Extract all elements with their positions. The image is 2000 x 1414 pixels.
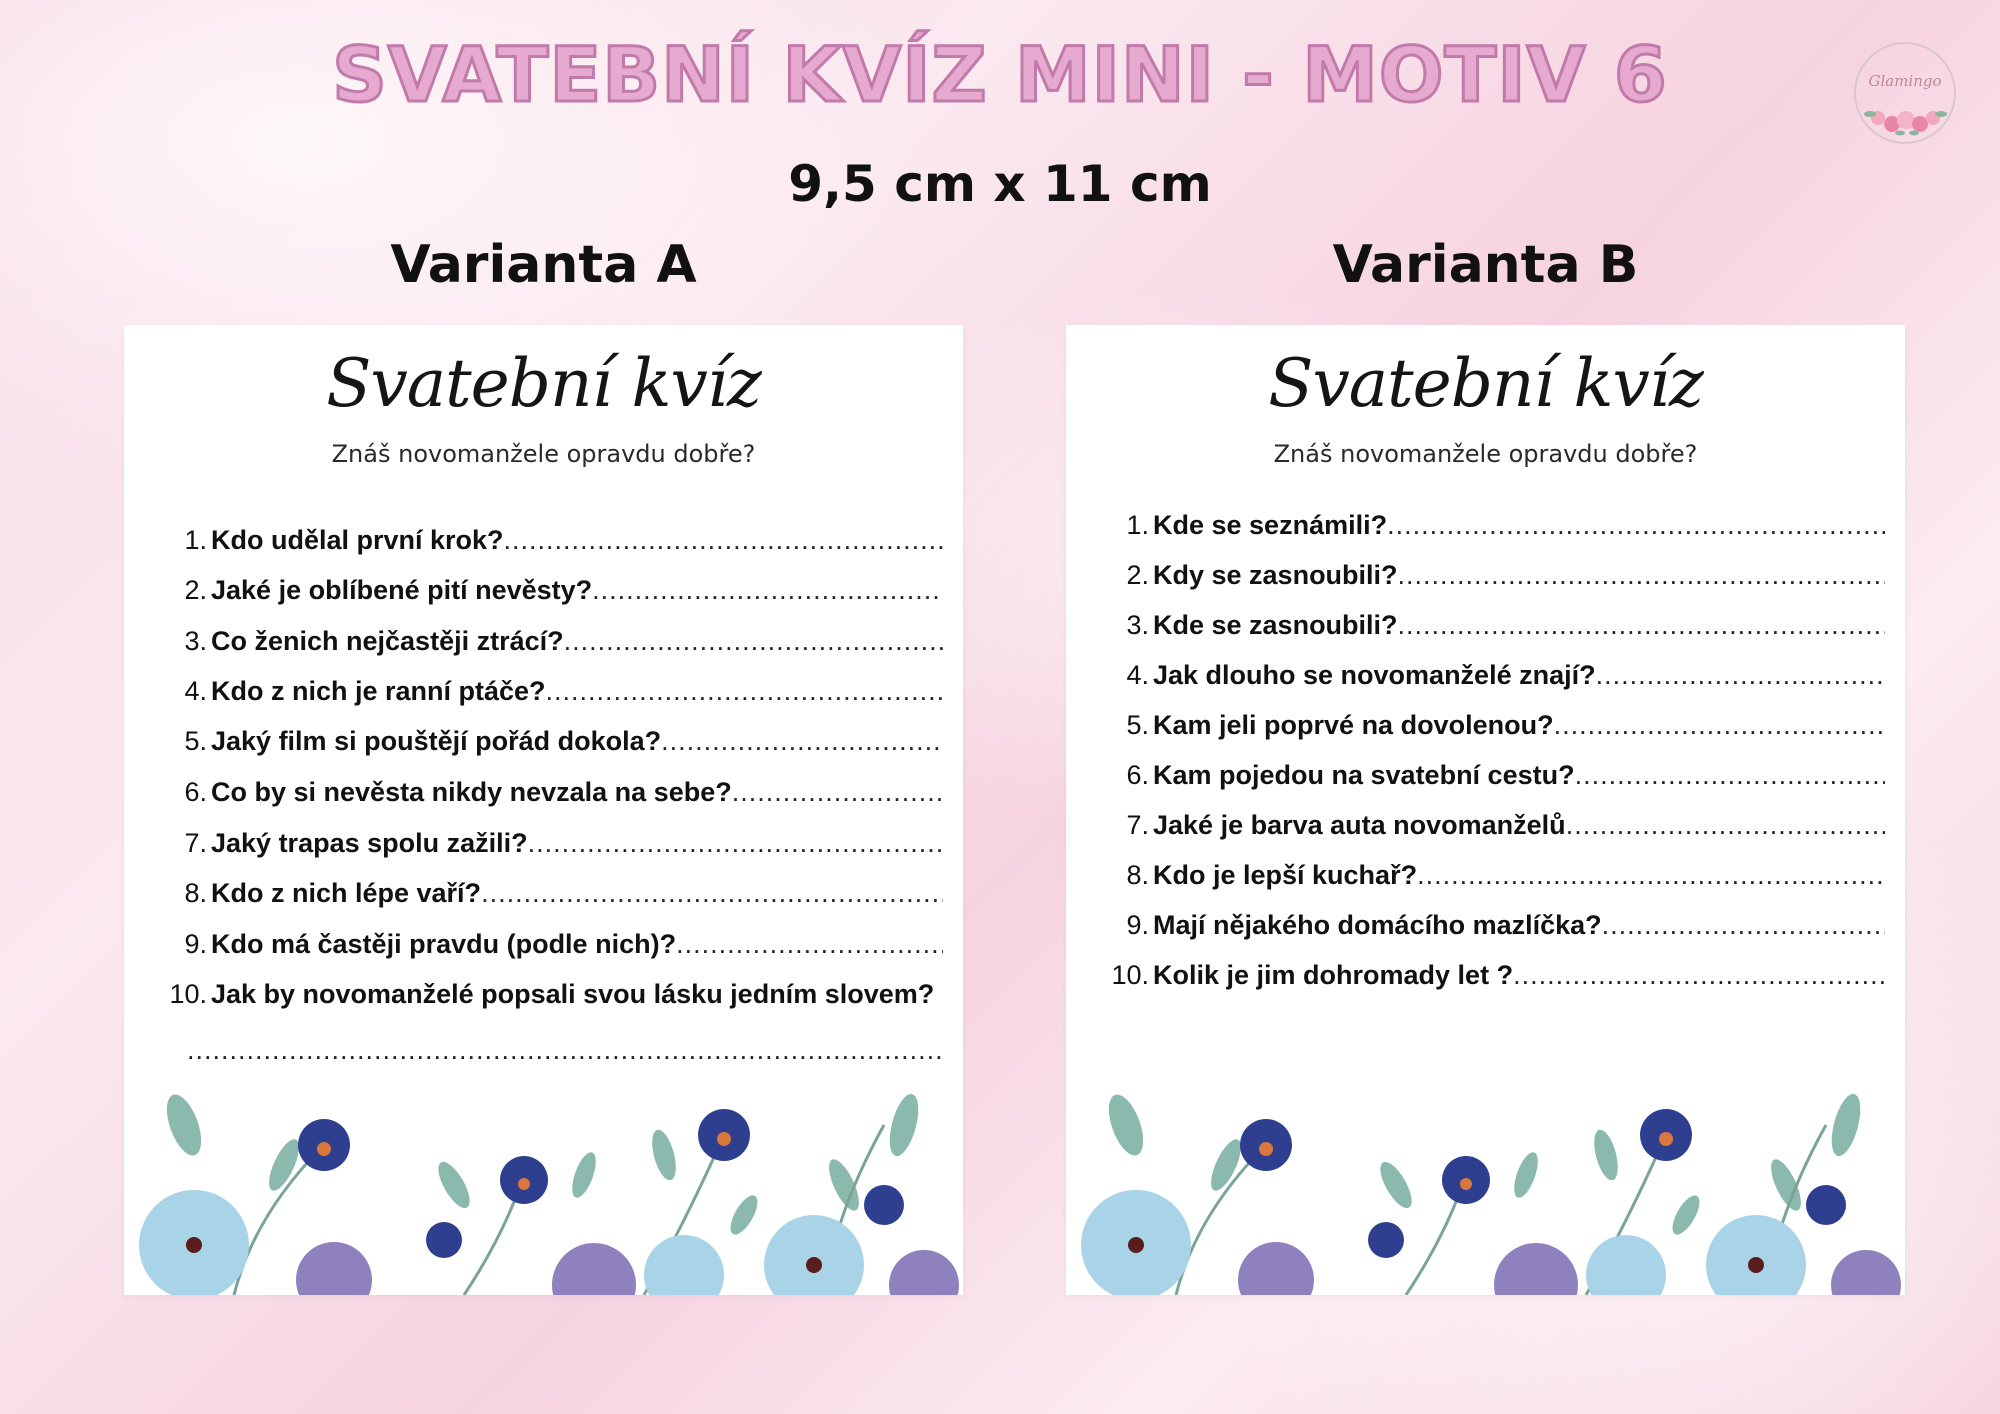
answer-dots [1398, 560, 1885, 591]
answer-dots [1398, 610, 1885, 641]
answer-dots [187, 1035, 943, 1065]
svg-text:Glamingo: Glamingo [1868, 72, 1942, 90]
question-item [144, 626, 943, 666]
question-number: 8. [184, 878, 207, 908]
answer-dots [504, 525, 943, 556]
glamingo-logo [1850, 38, 1960, 148]
question-text: Kam pojedou na svatební cestu? [1153, 760, 1575, 790]
question-item [1086, 560, 1885, 600]
answer-dots [1602, 910, 1885, 941]
question-number: 3. [1126, 610, 1149, 640]
question-item [144, 929, 943, 969]
question-number: 9. [184, 929, 207, 959]
question-number: 6. [184, 777, 207, 807]
answer-dots [732, 777, 943, 808]
question-text: Kdo z nich lépe vaří? [211, 878, 482, 908]
question-number: 4. [1126, 660, 1149, 690]
question-number: 9. [1126, 910, 1149, 940]
card-subtitle: Znáš novomanžele opravdu dobře? [1273, 440, 1698, 468]
question-text: Kde se zasnoubili? [1153, 610, 1398, 640]
question-item [1086, 860, 1885, 900]
question-number: 1. [1126, 510, 1149, 540]
question-item [144, 676, 943, 716]
question-text: Jak by novomanželé popsali svou lásku jedním slovem? [211, 979, 935, 1009]
question-text: Jaký film si pouštějí pořád dokola? [211, 726, 662, 756]
answer-dots [528, 828, 943, 859]
question-number: 2. [1126, 560, 1149, 590]
question-number: 1. [184, 525, 207, 555]
flower-border-illustration [124, 1065, 963, 1295]
question-number: 5. [1126, 710, 1149, 740]
question-text: Mají nějakého domácího mazlíčka? [1153, 910, 1602, 940]
question-item [144, 828, 943, 868]
question-text: Kam jeli poprvé na dovolenou? [1153, 710, 1554, 740]
question-number: 4. [184, 676, 207, 706]
answer-dots [1575, 760, 1885, 791]
question-item [1086, 660, 1885, 700]
answer-dots [1417, 860, 1885, 891]
question-number: 8. [1126, 860, 1149, 890]
quiz-card-a [124, 325, 963, 1295]
question-number: 2. [184, 575, 207, 605]
answer-dots [1566, 810, 1885, 841]
question-item [1086, 610, 1885, 650]
question-item [1086, 760, 1885, 800]
flower-border-illustration [1066, 1065, 1905, 1295]
answer-dots [481, 878, 943, 909]
question-text: Kdo udělal první krok? [211, 525, 504, 555]
answer-dots [592, 575, 943, 606]
question-number: 10. [169, 979, 207, 1009]
answer-dots [564, 626, 943, 657]
question-item [144, 979, 943, 1019]
answer-dots [1596, 660, 1885, 691]
question-item [1086, 510, 1885, 550]
answer-dots [546, 676, 943, 707]
question-number: 5. [184, 726, 207, 756]
question-item [1086, 910, 1885, 950]
question-text: Kdy se zasnoubili? [1153, 560, 1398, 590]
answer-dots [1554, 710, 1885, 741]
question-item [144, 525, 943, 565]
question-item [1086, 810, 1885, 850]
question-item [144, 878, 943, 918]
answer-dots [1387, 510, 1885, 541]
question-item [144, 575, 943, 615]
question-text: Jaké je barva auta novomanželů [1153, 810, 1566, 840]
question-text: Jaké je oblíbené pití nevěsty? [211, 575, 593, 605]
question-number: 10. [1111, 960, 1149, 990]
card-title: Svatební kvíz [1268, 345, 1703, 422]
question-text: Kde se seznámili? [1153, 510, 1388, 540]
question-text: Kdo je lepší kuchař? [1153, 860, 1418, 890]
question-number: 6. [1126, 760, 1149, 790]
question-number: 3. [184, 626, 207, 656]
quiz-card-b [1066, 325, 1905, 1295]
question-text: Jaký trapas spolu zažili? [211, 828, 528, 858]
variant-a-title: Varianta A [390, 235, 697, 295]
answer-dots [661, 726, 943, 757]
question-item [144, 777, 943, 817]
question-number: 7. [184, 828, 207, 858]
question-text: Kolik je jim dohromady let ? [1153, 960, 1514, 990]
answer-dots [1513, 960, 1885, 991]
answer-dots [676, 929, 943, 960]
variant-b-title: Varianta B [1332, 235, 1639, 295]
question-item [1086, 710, 1885, 750]
question-number: 7. [1126, 810, 1149, 840]
question-text: Kdo má častěji pravdu (podle nich)? [211, 929, 677, 959]
question-text: Jak dlouho se novomanželé znají? [1153, 660, 1596, 690]
size-label: 9,5 cm x 11 cm [788, 155, 1212, 213]
question-text: Co by si nevěsta nikdy nevzala na sebe? [211, 777, 732, 807]
question-item [144, 726, 943, 766]
question-text: Co ženich nejčastěji ztrácí? [211, 626, 564, 656]
card-subtitle: Znáš novomanžele opravdu dobře? [331, 440, 756, 468]
main-title: SVATEBNÍ KVÍZ MINI - MOTIV 6 [332, 30, 1668, 119]
question-text: Kdo z nich je ranní ptáče? [211, 676, 546, 706]
question-item [1086, 960, 1885, 1000]
card-title: Svatební kvíz [326, 345, 761, 422]
